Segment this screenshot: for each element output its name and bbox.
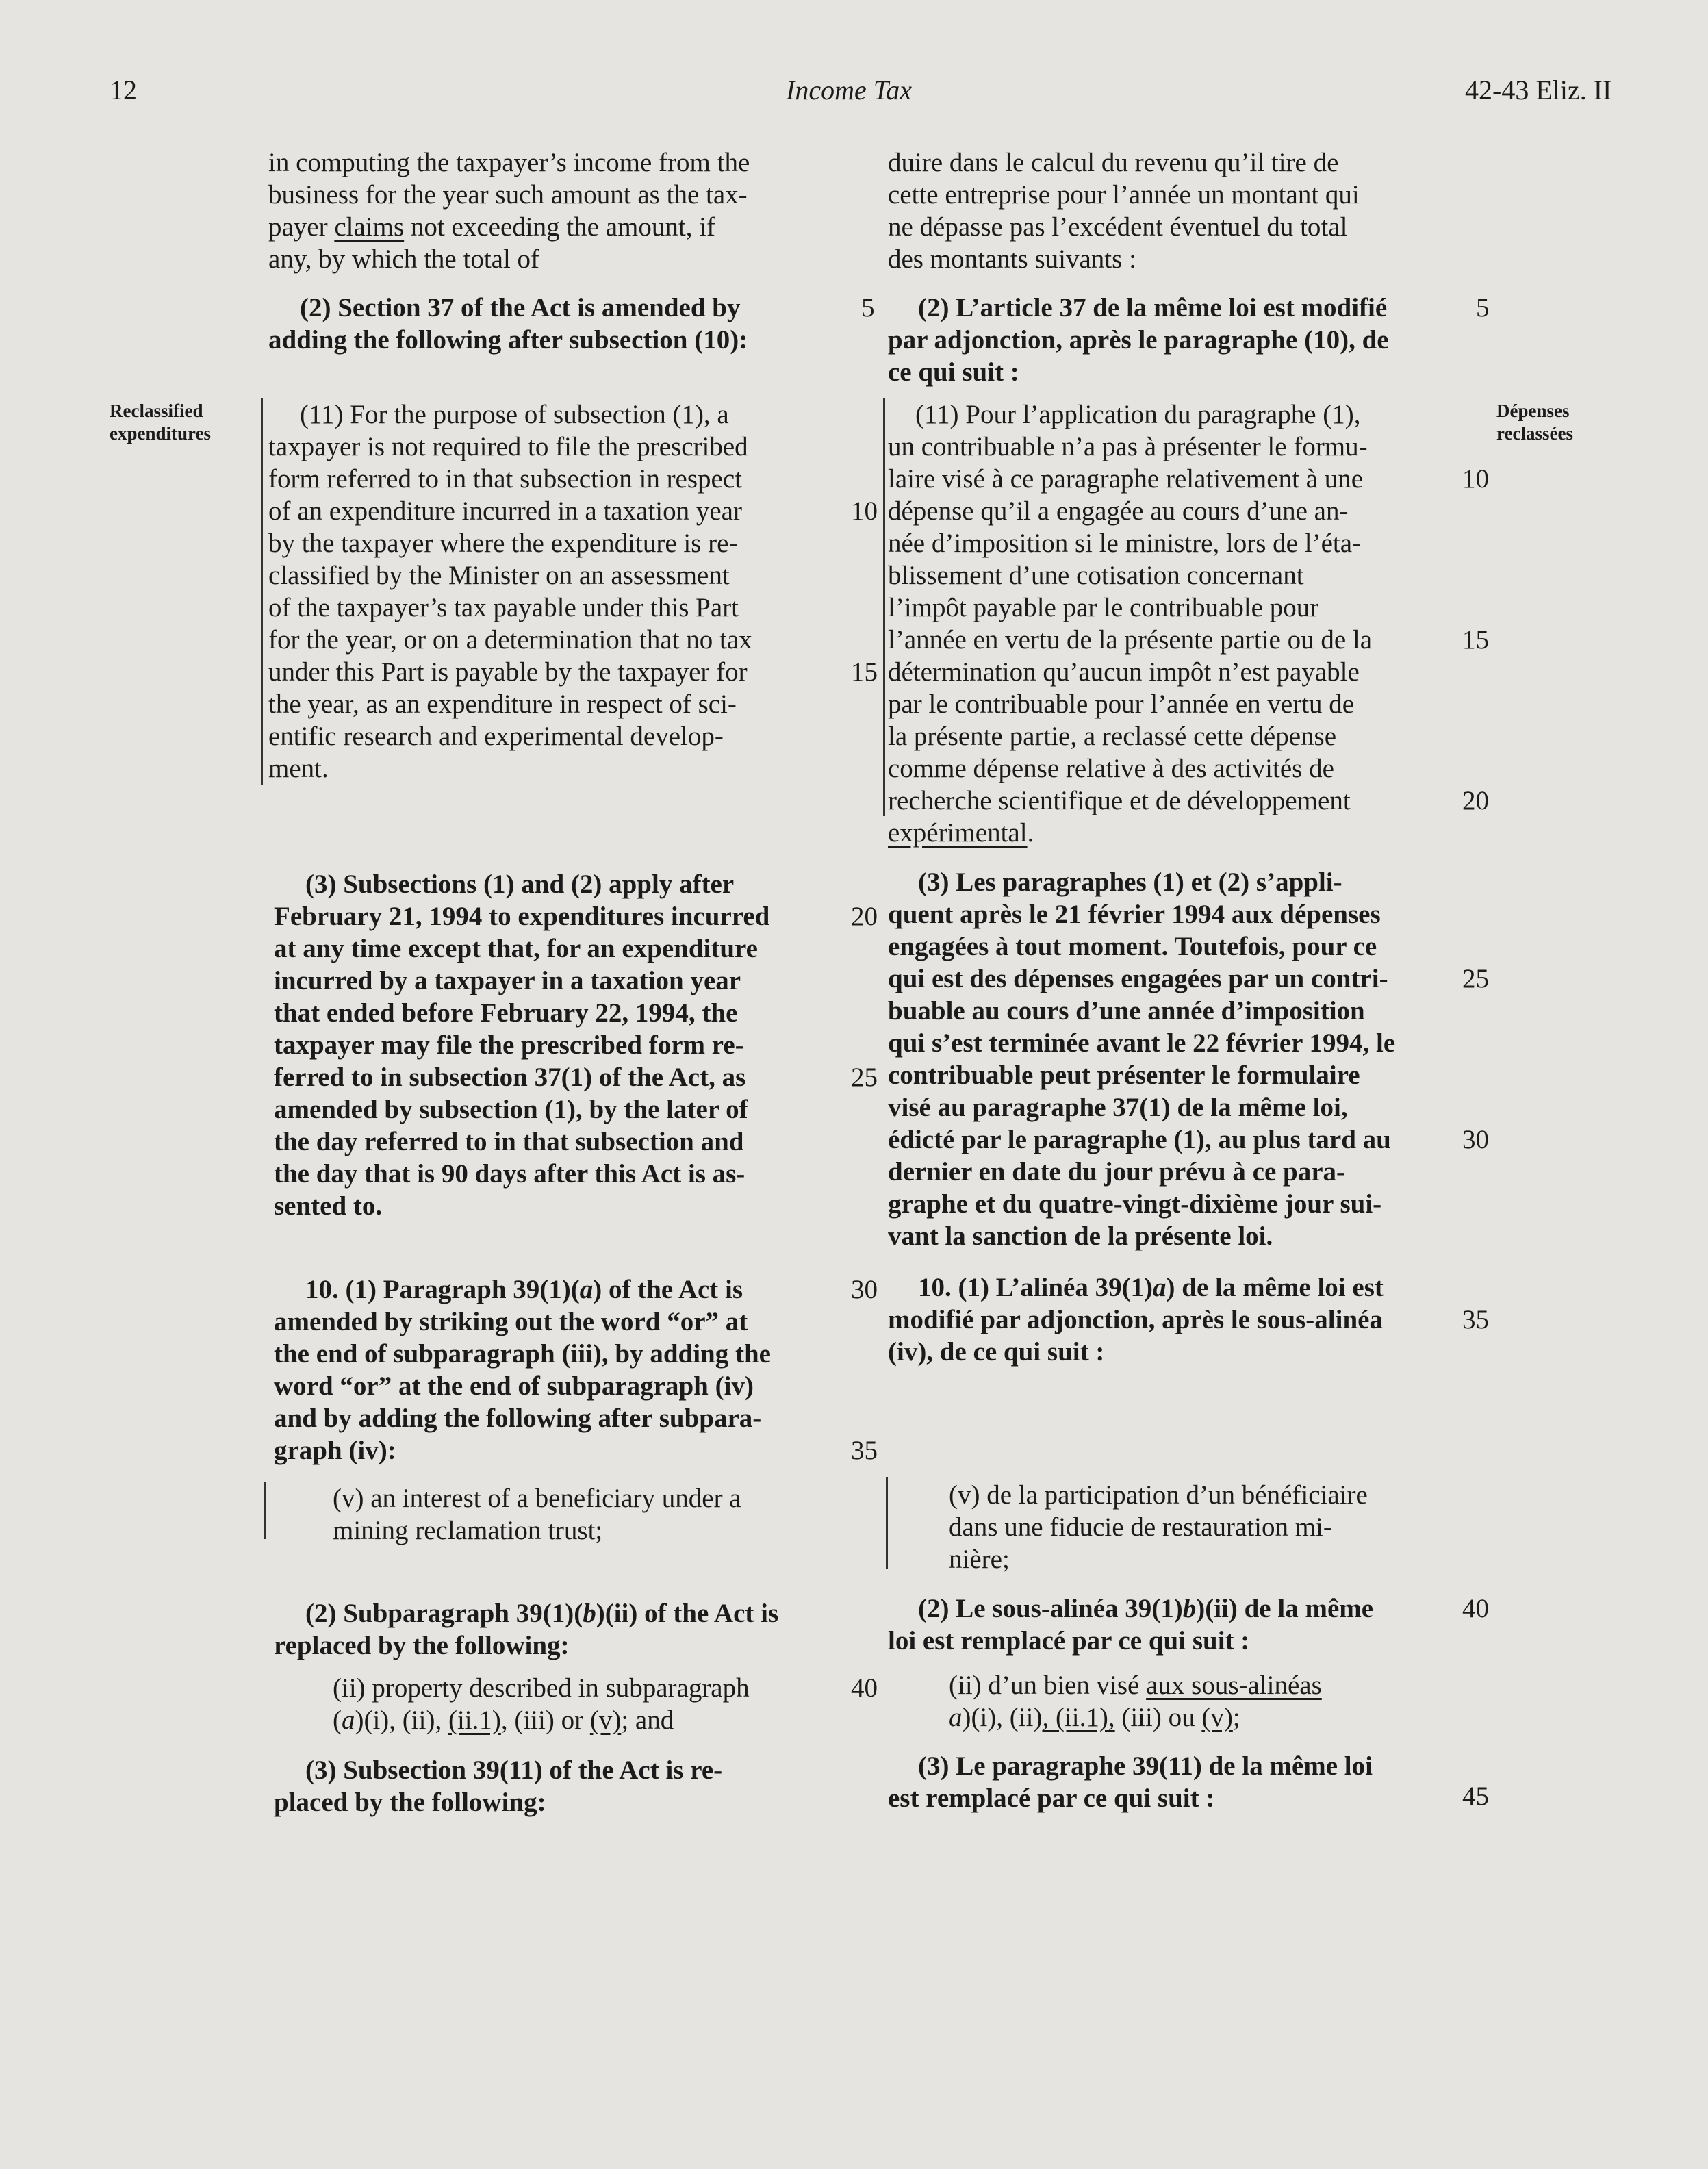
en-section-2: (2) Section 37 of the Act is amended by adding the following after subsection (10): (268, 293, 748, 355)
line-number: 30 (851, 1275, 878, 1304)
line-number: 5 (861, 293, 875, 322)
fr-section-10-3: (3) Le paragraphe 39(11) de la même loi est remplacé par ce qui suit : (888, 1751, 1373, 1813)
en-subsection-11: (11) For the purpose of subsection (1), a taxpayer is not required to file the prescribed form referred to in that subsection in respect of an expenditure incurred in a taxation year by the taxpayer where the expenditure is re- classified by the Minister on an assessment of the taxpayer’s tax payable under this Part for the year, or on a determination that no tax under this Part is payable by the taxpayer for the year, as an expenditure in respect of sci- entific research and experimental develop- ment. (268, 400, 752, 783)
fr-section-10-2: (2) Le sous-alinéa 39(1)b)(ii) de la même loi est remplacé par ce qui suit : (888, 1594, 1374, 1656)
amendment-bar-en-11 (261, 398, 263, 785)
en-section-10-2: (2) Subparagraph 39(1)(b)(ii) of the Act is replaced by the following: (274, 1599, 779, 1660)
fr-subparagraph-ii: (ii) d’un bien visé aux sous-alinéas a)(i), (ii), (ii.1), (iii) ou (v); (949, 1671, 1322, 1732)
page-number: 12 (110, 75, 137, 105)
line-number: 35 (851, 1436, 878, 1465)
margin-note-fr: Dépenses reclassées (1496, 401, 1573, 444)
line-number: 40 (1462, 1594, 1489, 1623)
amendment-bar-en-v (264, 1482, 266, 1539)
fr-subparagraph-v: (v) de la participation d’un bénéficiaire dans une fiducie de restauration mi- nière; (949, 1480, 1368, 1574)
line-number: 15 (1462, 625, 1489, 655)
en-section-10-3: (3) Subsection 39(11) of the Act is re- placed by the following: (274, 1755, 723, 1817)
en-section-3: (3) Subsections (1) and (2) apply after February 21, 1994 to expenditures incurred at any time except that, for an expenditure incurred by a taxpayer in a taxation year that ended before February 22, 1994, the taxpayer may file the prescribed form re- ferred to in subsection 37(1) of the Act, as amended by subsection (1), by the later of the day referred to in that subsection and the day that is 90 days after this Act is as- sented to. (274, 870, 770, 1221)
margin-note-en: Reclassified expenditures (110, 401, 212, 444)
running-title: Income Tax (786, 75, 913, 105)
line-number: 25 (851, 1063, 878, 1092)
line-number: 20 (1462, 786, 1489, 815)
amendment-bar-fr-v (886, 1477, 888, 1569)
en-subparagraph-v: (v) an interest of a beneficiary under a mining reclamation trust; (333, 1484, 741, 1545)
line-number: 35 (1462, 1305, 1489, 1334)
fr-section-3: (3) Les paragraphes (1) et (2) s’appli- quent après le 21 février 1994 aux dépenses engagées à tout moment. Toutefois, pour ce qui est des dépenses engagées par un contri- buable au cours d’une année d’imposition qui s’est terminée avant le 22 février 1994, le contribuable peut présenter le formulaire visé au paragraphe 37(1) de la même loi, édicté par le paragraphe (1), au plus tard au dernier en date du jour prévu à ce para- graphe et du quatre-vingt-dixième jour sui- vant la sanction de la présente loi. (888, 867, 1396, 1251)
fr-subsection-11: (11) Pour l’application du paragraphe (1), un contribuable n’a pas à présenter le formu- laire visé à ce paragraphe relativement à une dépense qu’il a engagée au cours d’une an- née d’imposition si le ministre, lors de l’éta- blissement d’une cotisation concernant l’impôt payable par le contribuable pour l’année en vertu de la présente partie ou de la détermination qu’aucun impôt n’est payable par le contribuable pour l’année en vertu de la présente partie, a reclassé cette dépense comme dépense relative à des activités de recherche scientifique et de développement expérimental. (888, 400, 1373, 848)
fr-section-10-1: 10. (1) L’alinéa 39(1)a) de la même loi est modifié par adjonction, après le sous-alinéa (iv), de ce qui suit : (888, 1273, 1384, 1367)
line-number: 20 (851, 902, 878, 931)
amendment-bar-fr-11 (883, 398, 885, 816)
line-number: 45 (1462, 1781, 1489, 1811)
fr-intro-paragraph: duire dans le calcul du revenu qu’il tire de cette entreprise pour l’année un montant qui ne dépasse pas l’excédent éventuel du total des montants suivants : (888, 148, 1360, 274)
line-number: 10 (1462, 464, 1489, 494)
line-number: 40 (851, 1673, 878, 1703)
line-number: 5 (1476, 293, 1490, 322)
line-number: 15 (851, 657, 878, 687)
line-number: 25 (1462, 964, 1489, 993)
regnal-year: 42-43 Eliz. II (1465, 75, 1612, 105)
fr-section-2: (2) L’article 37 de la même loi est modifié par adjonction, après le paragraphe (10), de ce qui suit : (888, 293, 1389, 387)
en-intro-paragraph: in computing the taxpayer’s income from the business for the year such amount as the tax- payer claims not exceeding the amount, if any, by which the total of (268, 148, 750, 274)
en-subparagraph-ii: (ii) property described in subparagraph (a)(i), (ii), (ii.1), (iii) or (v); and (333, 1673, 750, 1735)
line-number: 30 (1462, 1125, 1489, 1154)
line-number: 10 (851, 496, 878, 526)
en-section-10-1: 10. (1) Paragraph 39(1)(a) of the Act is amended by striking out the word “or” at the end of subparagraph (iii), by adding the word “or” at the end of subparagraph (iv) and by adding the following after subpara- graph (iv): (274, 1275, 771, 1465)
